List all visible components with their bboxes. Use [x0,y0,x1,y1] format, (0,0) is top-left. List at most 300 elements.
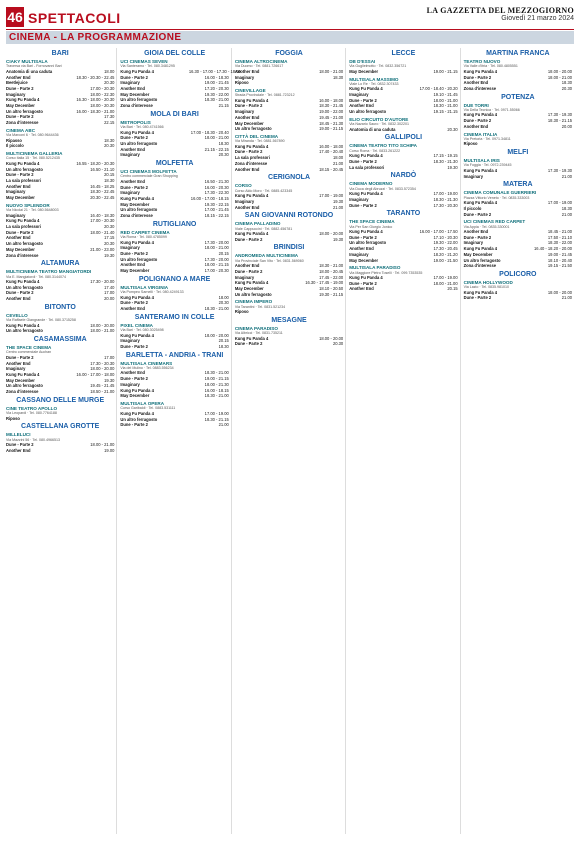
showtime-row [235,341,343,347]
venue-address: Via Miranda · Tel. 0881.567890 [234,139,285,144]
showtimes: 17.30 - 20.00 [204,239,229,245]
showtimes: 22.15 [104,120,115,126]
film-title: Imaginary [234,198,255,204]
city-heading: TARANTO [386,210,421,218]
showtimes: 17.00 - 20.30 [90,85,115,91]
showtimes: 18.30 - 21.30 [433,196,458,202]
showtime-row [6,120,114,126]
venue-name: THE SPACE CINEMA [349,219,395,225]
venue-name: CINEMA ALTROCINEMA [234,59,288,64]
film-title: La sala professori [6,177,42,183]
showtimes: 17.00 - 18.40 - 20.20 [419,86,458,92]
film-title: Dune - Parte 2 [120,300,148,306]
film-title: Kung Fu Panda 4 [120,195,154,201]
city-heading: POLIGNANO A MARE [138,275,211,283]
film-title: Kung Fu Panda 4 [349,275,383,281]
showtimes: 20.15 [104,172,115,178]
film-title: Un altro ferragosto [349,240,387,246]
venue-address: Via Duca degli Abruzzi · Tel. 0833.572354 [349,186,416,191]
film-title: Dune - Parte 2 [463,74,492,80]
film-title: Dune - Parte 2 [463,118,492,124]
showtimes: 21.00 [332,204,344,210]
film-title: Beetlejuice [6,80,28,86]
showtimes: 16.00 - 17.00 - 17.50 [419,229,458,235]
film-title: Another End [120,146,145,152]
showtimes: 17.00 - 20.30 [204,268,229,274]
showtimes: 18.30 [561,80,573,86]
showtimes: 16.30 - 17.45 - 19.00 [305,280,344,286]
film-title: Another End [6,183,31,189]
showtimes: 18.30 - 21.00 [204,306,229,312]
listing-column [120,48,241,834]
showtimes: 19.30 - 22.00 [433,240,458,246]
showtimes: 19.45 - 21.00 [319,114,344,120]
showtimes: 21.00 [218,422,229,428]
film-title: Un altro ferragosto [6,328,43,334]
showtime-row [235,167,343,173]
venue-address: Via Duomo · Tel. 0881.726617 [234,64,284,69]
showtimes: 17.00 - 19.00 [547,200,573,206]
film-title: Another End [349,286,374,292]
city-heading: BARLETTA - ANDRIA - TRANI [125,351,224,359]
venue-name: THE SPACE CINEMA [6,345,52,351]
showtimes: 21.00 [561,295,573,301]
film-title: Kung Fu Panda 4 [463,246,498,252]
venue-address: Viale Lo Re · Tel. 0832.307433 [349,81,399,86]
film-title: Un altro ferragosto [6,241,43,247]
venue-name: ANDROMEDA MULTICINEMA [234,253,299,259]
film-title: Dune - Parte 2 [349,158,377,164]
showtimes: 19.30 - 21.15 [319,291,344,297]
section-banner [6,31,574,44]
showtime-row [6,389,114,395]
showtimes: 18.30 - 22.00 [547,240,573,246]
film-title: Another End [463,80,489,86]
listing-column [235,48,346,834]
film-title: Zona d'interesse [463,85,496,91]
venue-name: MULTISALA OPERA [120,401,165,406]
film-title: Kung Fu Panda 4 [120,410,154,416]
venue-name: CITTÀ DEL CINEMA [234,133,279,139]
venue-name: MULTISALA PARADISO [349,265,401,271]
film-title: Dune - Parte 2 [120,251,148,257]
film-title: Imaginary [120,152,140,158]
banner-title: CINEMA - LA PROGRAMMAZIONE [9,32,182,43]
showtimes: 18.00 - 20.00 [204,332,229,338]
showtime-row [349,203,457,209]
film-title: Kung Fu Panda 4 [349,229,383,235]
venue-address: Via Tarantini · Tel. 0831.521234 [234,304,286,309]
showtime-row [6,195,114,201]
film-title: Imaginary [120,190,140,196]
film-title: Kung Fu Panda 4 [234,143,269,149]
film-title: Dune - Parte 2 [120,135,148,141]
film-title: Dune - Parte 2 [349,280,377,286]
showtimes: 17.00 - 19.00 [319,193,344,199]
venue-address: Via Lazio · Tel. 0835.981010 [463,285,510,290]
showtimes: 18.30 [218,140,229,146]
film-title: Kung Fu Panda 4 [463,289,498,295]
showtimes: 20.30 - 22.45 [90,195,115,201]
showtimes: 20.30 [218,152,229,158]
showtimes: 19.00 - 21.45 [204,80,229,86]
film-title: Un altro ferragosto [120,140,158,146]
showtime-row [464,174,572,180]
film-title: Zona d'interesse [6,389,39,395]
venue-address: Via Provinciale San Vito · Tel. 0831.569060 [234,258,304,263]
showtimes: 20.30 [104,80,115,86]
showtimes: 17.30 - 20.00 [90,279,115,285]
film-title: Imaginary [6,189,26,195]
showtimes: 18.30 - 21.15 [204,416,229,422]
venue-name: DUE TORRI [463,102,489,108]
film-title: Dune - Parte 2 [463,295,492,301]
film-title: Imaginary [234,74,255,80]
listing-column [349,48,460,834]
section-title: SPETTACOLI [28,10,121,26]
film-title: Imaginary [349,92,369,98]
showtimes: 19.00 - 21.15 [433,68,458,74]
film-title: Another End [234,204,260,210]
showtimes: 18.00 - 21.00 [90,328,115,334]
venue-address: Corso Garibaldi · Tel. 0883.531111 [120,406,176,411]
showtimes: 18.00 - 20.45 [319,268,344,274]
film-title: Another End [463,229,489,235]
venue-name: UCI CINEMAS SEVEN [120,59,168,64]
city-heading: BRINDISI [273,244,305,252]
film-title: May December [6,246,35,252]
showtimes: 17.30 - 20.00 [204,256,229,262]
showtimes: 18.10 - 20.50 [319,286,344,292]
city-heading: MATERA [503,181,533,189]
venue-address: Via Per San Giorgio Jonico [349,224,393,229]
showtimes: 20.15 [218,251,229,257]
showtimes: 16.00 - 17.00 - 18.15 [190,195,229,201]
showtimes: 18.50 - 21.00 [90,389,115,395]
showtimes: 16.00 - 18.30 - 21.00 [76,108,115,114]
film-title: May December [234,286,264,292]
showtimes: 17.50 - 21.10 [547,234,573,240]
showtimes: 16.00 - 17.00 - 18.00 [76,372,115,377]
film-title: Imaginary [120,338,140,344]
showtimes: 18.00 - 21.00 [204,245,229,251]
film-title: Un altro ferragosto [234,291,272,297]
showtimes: 18.30 - 21.15 [547,118,573,124]
showtime-row [464,295,572,301]
showtime-row [235,126,343,132]
film-title: May December [120,91,150,97]
venue-name: CINEMA HOLLYWOOD [463,279,513,285]
film-title: Un altro ferragosto [120,97,158,103]
film-title: Dune - Parte 2 [234,268,263,274]
showtimes: 18.30 - 20.30 - 22.45 [76,74,115,80]
city-heading: GIOIA DEL COLLE [144,50,206,57]
venue-name: MULTICINEMA TEATRO MANGIATORDI [6,269,92,275]
showtimes: 19.15 - 21.15 [433,109,458,115]
film-title: Another End [6,296,31,302]
film-title: Un altro ferragosto [120,416,158,422]
venue-name: CINEVILLAGE [234,87,266,93]
venue-name: CINEMA ITALIA [463,131,498,137]
showtimes: 16.40 - 18.30 [90,212,115,218]
showtimes: 18.00 [332,155,344,161]
showtimes: 17.00 [104,290,115,296]
venue-name: PIXEL CINEMA [120,322,153,328]
film-title: Un altro ferragosto [6,383,43,389]
venue-name: MULTISALA IRIS [463,158,500,164]
film-title: Another End [120,85,145,91]
film-title: May December [6,103,35,109]
showtimes: 17.40 - 20.40 [319,149,344,155]
showtime-row [235,205,343,211]
film-title: Un altro ferragosto [6,284,43,290]
film-title: Kung Fu Panda 4 [234,231,269,237]
city-heading: POTENZA [501,93,535,101]
film-title: May December [120,393,150,399]
city-heading: BITONTO [44,303,76,311]
film-title: May December [120,268,150,274]
showtimes: 18.30 - 21.45 [319,103,344,109]
venue-name: CIAKY MULTISALA [6,59,48,64]
film-title: Kung Fu Panda 4 [463,167,498,173]
showtimes: 16.00 - 18.15 [204,387,229,393]
venue-address: Via Santeramo · Tel. 080.3481295 [120,64,175,69]
showtimes: 19.30 - 22.00 [204,91,229,97]
film-title: Un altro ferragosto [349,109,387,115]
city-heading: SANTERAMO IN COLLE [134,313,215,321]
film-title: Another End [234,114,260,120]
film-title: Another End [349,103,374,109]
showtime-row [120,268,228,274]
showtimes: 21.00 [561,211,573,217]
showtimes: 17.30 - 20.45 [433,246,458,252]
showtimes: 17.15 - 19.15 [433,153,458,159]
film-title: Ripasso [6,137,22,143]
film-title: Another End [6,447,31,453]
showtimes: 17.30 - 20.30 [433,202,458,208]
film-title: May December [234,120,264,126]
city-heading: CASSANO DELLE MURGE [16,396,105,404]
film-title: Another End [120,370,145,376]
showtime-row [6,253,114,259]
showtimes: 19.00 - 21.50 [433,257,458,263]
film-title: Another End [120,178,145,184]
film-title: Dune - Parte 2 [6,442,34,448]
film-title: Another End [234,263,260,269]
showtime-row [464,124,572,130]
venue-name: CORSO [234,183,252,189]
listing-column [6,48,117,834]
issue-date: Giovedì 21 marzo 2024 [501,15,574,22]
film-title: Zona d'interesse [120,213,153,219]
showtimes: 18.00 - 21.00 [204,135,229,141]
venue-address: Via Appia · Tel. 0835.330001 [463,224,510,229]
film-title: Imaginary [120,381,140,387]
venue-name: MILLELUCI [6,432,31,438]
venue-address: Via Maggiore Pietro Toselli · Tel. 099.7353535 [349,270,423,275]
film-title: Kung Fu Panda 4 [120,68,154,74]
venue-name: RED CARPET CINEMA [120,229,170,235]
page-number: 46 [7,9,23,25]
showtimes: 20.00 [561,123,573,129]
showtimes: 18.00 - 20.00 [547,289,573,295]
film-title: Dune - Parte 2 [234,236,263,242]
venue-name: CINEMA MODERNO [349,181,393,187]
film-title: Zona d'interesse [463,263,496,269]
venue-address: Viale Cappuccini · Tel. 0882.456781 [234,226,293,231]
venue-name: UCI CINEMAS RED CARPET [463,219,526,225]
showtimes: 18.30 [561,205,573,211]
showtimes: 20.15 [218,338,229,344]
showtimes: 18.45 - 21.30 [319,120,344,126]
showtimes: 18.00 - 20.00 [90,366,115,372]
venue-address: Via Valle d'Itria · Tel. 080.4805551 [463,64,518,69]
showtimes: 18.30 - 21.00 [204,370,229,376]
showtimes: 20.30 [104,224,115,230]
film-title: Zona d'interesse [6,252,39,258]
newspaper-name: LA GAZZETTA DEL MEZZOGIORNO [426,6,574,15]
showtimes: 18.30 - 21.00 [433,103,458,109]
city-heading: CASAMASSIMA [33,336,87,344]
showtimes: 17.30 [104,114,115,120]
film-title: Riposo [234,80,249,86]
showtime-row [120,393,228,399]
showtimes: 20.30 [104,143,115,149]
venue-name: CINEMA ABC [6,127,36,133]
venue-name: DB D'ESSAI [349,59,376,64]
film-title: Kung Fu Panda 4 [120,332,154,338]
film-title: Un altro ferragosto [234,126,272,132]
film-title: Kung Fu Panda 4 [6,97,40,103]
showtimes: 19.30 [104,377,115,383]
showtime-row [6,328,114,334]
film-title: Dune - Parte 2 [234,103,263,109]
film-title: Imaginary [463,173,483,179]
showtimes: 18.00 - 21.00 [547,74,573,80]
showtimes: 20.30 [218,300,229,306]
listing-column [464,48,574,834]
venue-address: Via Roma · Tel. 080.4785099 [120,235,167,240]
showtimes: 18.30 [218,343,229,349]
showtime-row [120,152,228,158]
showtimes: 18.00 - 22.30 [90,91,115,97]
film-title: Kung Fu Panda 4 [234,335,269,341]
venue-name: NUOVO SPLENDOR [6,202,50,208]
venue-address: Via Guglielmotto · Tel. 0832.356721 [349,64,407,69]
film-title: Kung Fu Panda 4 [6,218,40,224]
venue-address: Via Nazario Sauro · Tel. 0832.302201 [349,122,410,127]
showtimes: 18.00 - 21.40 [90,229,115,235]
showtimes: 18.00 - 21.00 [319,68,344,74]
film-title: Another End [349,246,374,252]
venue-address: Via Leopardi · Tel. 080.7764188 [6,411,57,416]
film-title: Dune - Parte 2 [234,149,263,155]
showtimes: 19.10 - 21.45 [433,92,458,98]
film-title: Anatomia di una caduta [349,126,396,132]
film-title: Another End [6,360,31,366]
venue-address: Piazza Vittorio Veneto · Tel. 0835.333003 [463,195,530,200]
showtime-row [464,263,572,269]
city-heading: CASTELLANA GROTTE [21,423,100,431]
showtimes: 18.00 - 21.00 [90,442,115,448]
venue-name: MULTISALA CINEMARS [120,360,173,366]
showtimes: 18.30 [104,137,115,143]
venue-address: Via Pompeo Sarnelli · Tel. 080.4249133 [120,290,184,295]
venue-name: UCI CINEMAS MOLFETTA [120,169,177,175]
venue-name: CINEMA PALLADINO [234,221,281,227]
film-title: Imaginary [234,109,255,115]
venue-address: Traversa via Bari - Fornovanni Bari [6,64,62,69]
city-heading: BARI [51,50,69,57]
showtimes: 18.30 - 21.00 [204,393,229,399]
venue-address: Strada Provinciale · Tel. 0881.723212 [234,93,295,98]
venue-address: Via Pretoria · Tel. 0971.34811 [463,136,511,141]
showtimes: 20.30 [332,341,344,347]
showtimes: 16.00 - 18.00 [319,143,344,149]
showtimes: 18.00 [218,294,229,300]
film-title: Zona d'interesse [6,120,39,126]
film-title: Zona d'interesse [234,160,268,166]
city-heading: GALLIPOLI [384,134,423,142]
showtimes: 19.15 - 21.50 [547,263,573,269]
showtimes: 18.15 - 20.45 [319,166,344,172]
film-title: Kung Fu Panda 4 [120,387,154,393]
showtimes: 16.00 - 20.30 [204,184,229,190]
showtimes: 18.45 - 21.00 [547,229,573,235]
showtimes: 17.00 [104,354,115,360]
film-title: Kung Fu Panda 4 [234,97,269,103]
showtime-row [6,448,114,454]
venue-address: Via del Mulino · Tel. 0883.556234 [120,366,174,371]
venue-address: Via Albricci · Tel. 0831.735211 [234,331,283,336]
film-title: Dune - Parte 2 [349,234,377,240]
film-title: Kung Fu Panda 4 [463,68,498,74]
showtimes: 18.30 - 21.00 [204,97,229,103]
venue-address: Via Raffaele Giangrande · Tel. 080.3715258 [6,318,76,323]
showtimes: 16.40 - 18.20 - 20.00 [534,246,573,252]
film-title: La sala professori [6,224,42,230]
venue-address: Via Bari · Tel. 080.4741566 [120,125,164,130]
venue-address: Centro commerciale Auchan [6,350,52,355]
showtimes: 20.00 [104,296,115,302]
film-title: Dune - Parte 2 [6,85,34,91]
film-title: Imaginary [6,366,26,372]
showtimes: 19.45 - 21.45 [90,383,115,389]
film-title: Riposo [6,415,20,421]
showtimes: 18.00 - 20.00 [90,322,115,328]
showtimes: 17.30 - 20.30 [90,360,115,366]
showtimes: 16.30 - 18.00 - 20.30 [76,97,115,103]
film-title: Imaginary [120,80,140,86]
showtime-row [120,344,228,350]
showtimes: 18.00 - 21.00 [433,97,458,103]
city-heading: CERIGNOLA [268,174,311,182]
film-title: Kung Fu Panda 4 [6,160,40,166]
showtimes: 18.00 - 20.30 [90,103,115,109]
showtimes: 18.00 - 20.00 [547,68,573,74]
film-title: Dune - Parte 2 [120,184,148,190]
film-title: Un altro ferragosto [120,256,158,262]
venue-name: ELIO CIRCUITO D'AUTORE [349,116,409,122]
venue-address: Corso Italia 15 · Tel. 080.5212435 [6,156,60,161]
venue-name: MULTISALA VIRGINIA [120,284,169,290]
film-title: Dune - Parte 2 [6,229,34,235]
film-title: Dune - Parte 2 [463,234,492,240]
film-title: La sala professori [349,164,385,170]
city-heading: RUTIGLIANO [152,220,197,228]
showtimes: 17.00 - 19.00 [204,410,229,416]
venue-address: Via Bari · Tel. 080.3025498 [120,328,164,333]
